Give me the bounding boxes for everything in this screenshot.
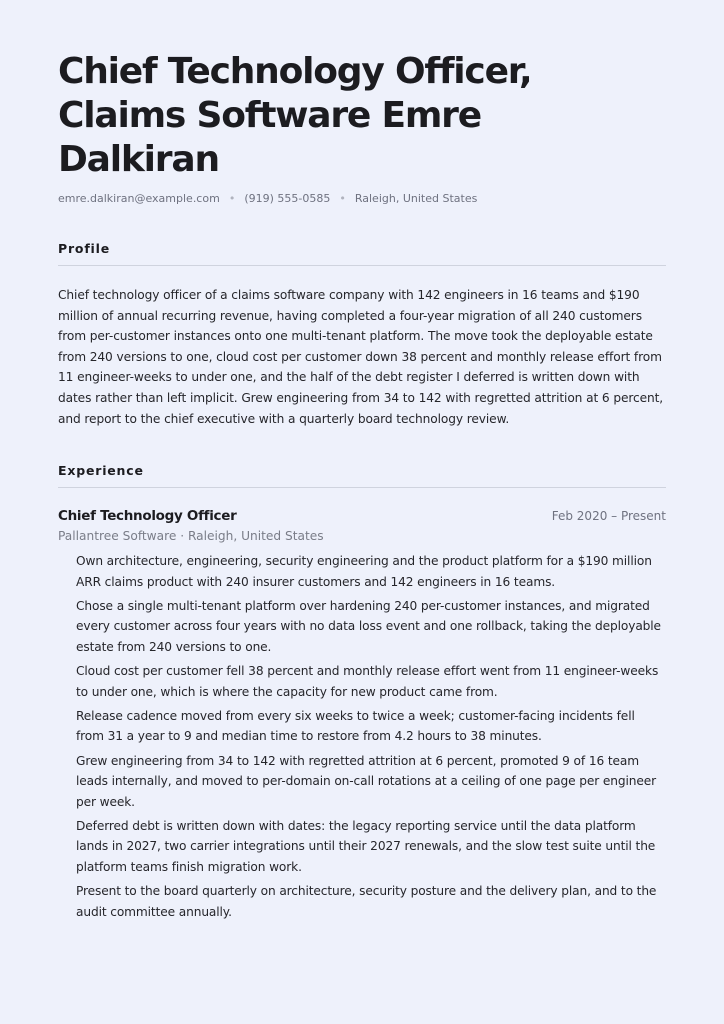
profile-section [58, 241, 666, 429]
contact-email[interactable]: emre.dalkiran@example.com [58, 192, 220, 205]
job-bullet: Chose a single multi-tenant platform over hardening 240 per-customer instances, and migrated every customer across four years with no data loss event and one rollback, taking the deployable estate from 240 versions to one. [76, 598, 661, 654]
job-bullet: Own architecture, engineering, security engineering and the product platform for a $190 million ARR claims product with 240 insurer customers and 142 engineers in 16 teams. [76, 554, 652, 589]
job-bullet: Cloud cost per customer fell 38 percent and monthly release effort went from 11 engineer-weeks to under one, which is where the capacity for new product came from. [76, 664, 659, 699]
profile-summary: Chief technology officer of a claims software company with 142 engineers in 16 teams and $190 million of annual recurring revenue, having completed a four-year migration of all 240 customers from per-customer instances onto one multi-tenant platform. The move took the deployable estate from 240 versions to one, cloud cost per customer down 38 percent and monthly release effort from 11 engineer-weeks to under one, and the half of the debt register I deferred is written down with dates rather than left implicit. Grew engineering from 34 to 142 with regretted attrition at 6 percent, and report to the chief executive with a quarterly board technology review. [58, 288, 664, 426]
contact-separator: • [228, 192, 236, 205]
job-bullet: Deferred debt is written down with dates: the legacy reporting service until the data platform lands in 2027, two carrier integrations until their 2027 renewals, and the slow test suite until the platform teams finish migration work. [76, 819, 656, 874]
job-entry [58, 508, 666, 922]
profile-heading: Profile [58, 241, 666, 266]
candidate-name: Chief Technology Officer, Claims Software Emre Dalkiran [58, 51, 532, 180]
job-bullet: Release cadence moved from every six weeks to twice a week; customer-facing incidents fell from 31 a year to 9 and median time to restore from 4.2 hours to 38 minutes. [76, 709, 635, 744]
job-title: Chief Technology Officer [58, 508, 237, 525]
contact-line [58, 192, 666, 205]
job-bullets [58, 551, 666, 922]
job-company-location: Pallantree Software · Raleigh, United States [58, 529, 324, 544]
contact-phone[interactable]: (919) 555-0585 [244, 192, 331, 205]
contact-location: Raleigh, United States [354, 192, 478, 205]
contact-separator: • [339, 192, 346, 205]
job-bullet: Grew engineering from 34 to 142 with regretted attrition at 6 percent, promoted 9 of 16 team leads internally, and moved to per-domain on-call rotations at a ceiling of one page per engineer per week. [76, 753, 656, 809]
experience-section [58, 463, 666, 922]
job-dates: Feb 2020 – Present [551, 509, 666, 524]
experience-heading: Experience [58, 463, 666, 488]
job-bullet: Present to the board quarterly on architecture, security posture and the delivery plan, and to the audit committee annually. [76, 884, 657, 919]
job-header [58, 508, 666, 524]
